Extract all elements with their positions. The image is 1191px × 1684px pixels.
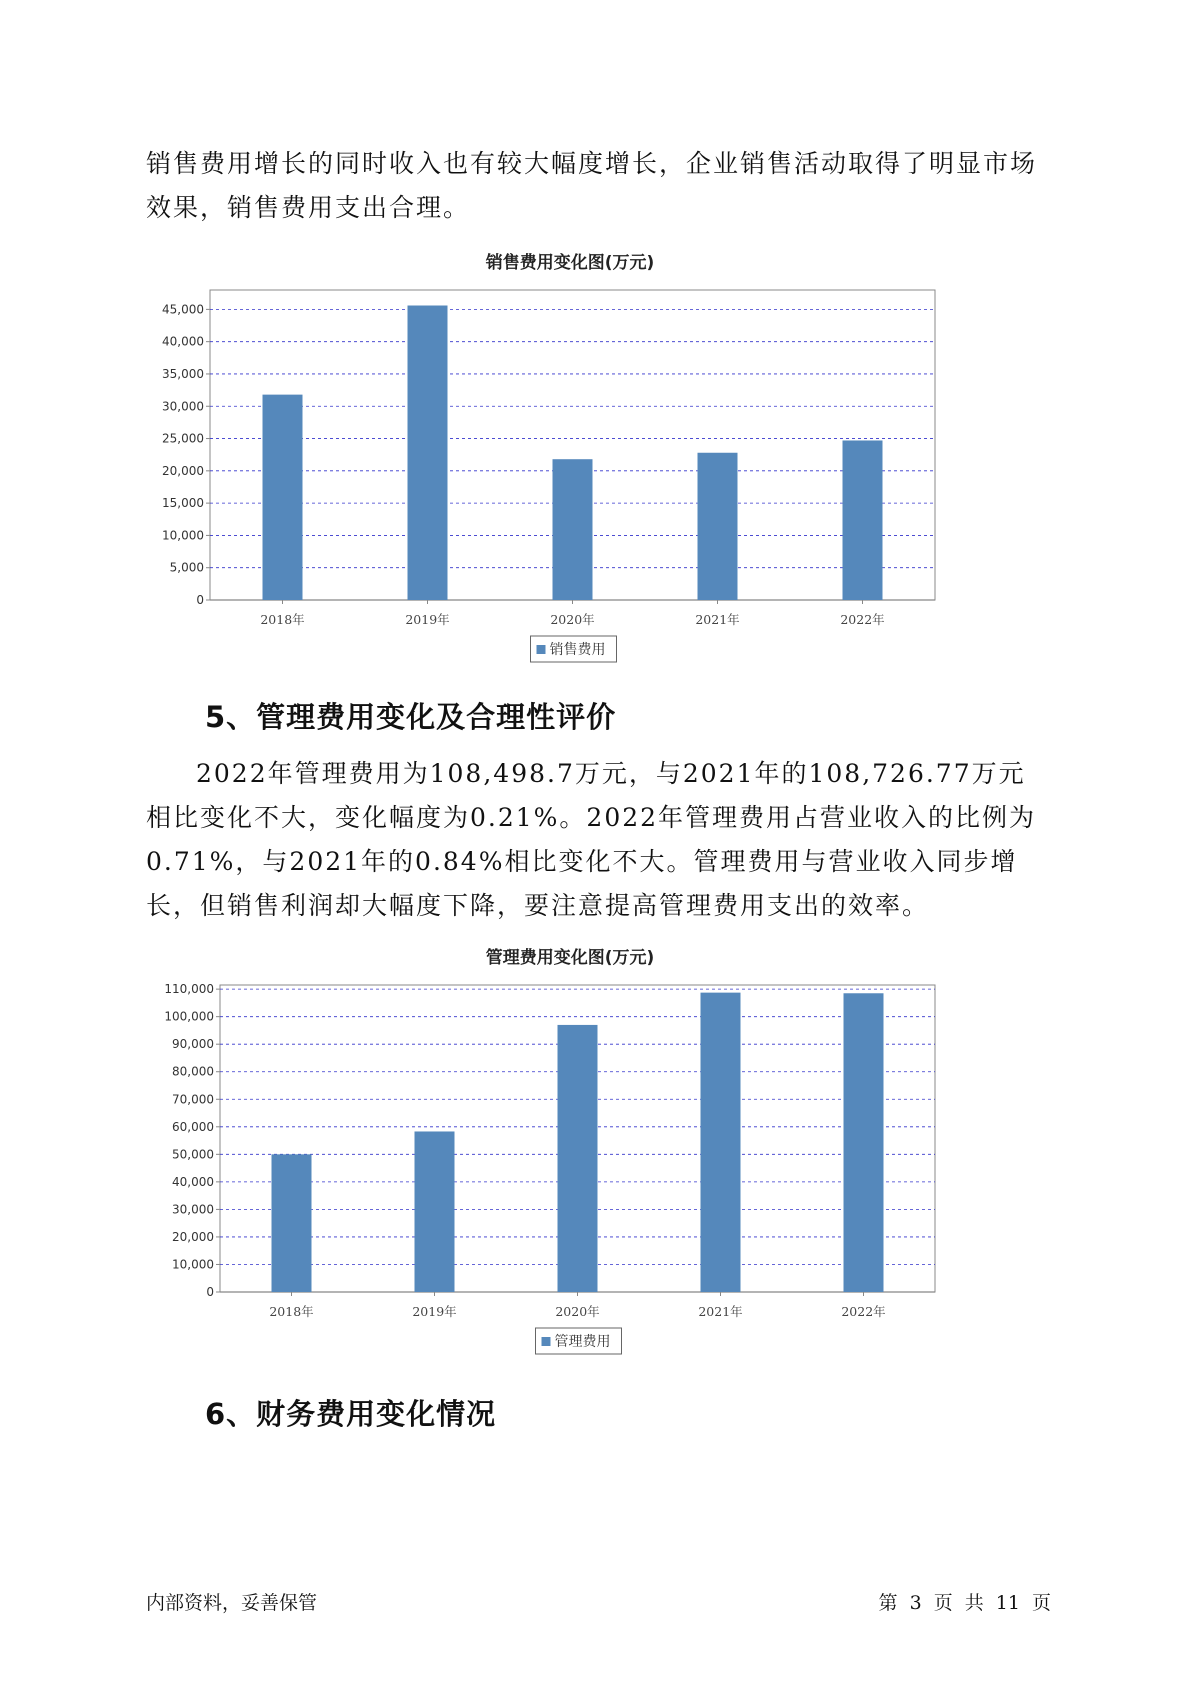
bar — [558, 1025, 598, 1292]
admin-expense-chart-svg — [150, 940, 1030, 1370]
bar — [263, 395, 303, 600]
bar — [698, 453, 738, 600]
y-tick-label: 80,000 — [172, 1064, 214, 1079]
bar — [408, 306, 448, 601]
chart-title: 管理费用变化图(万元) — [485, 948, 655, 968]
legend-swatch — [542, 1337, 551, 1346]
bar — [701, 993, 741, 1292]
section-6-heading: 6、财务费用变化情况 — [205, 1397, 497, 1431]
y-tick-label: 30,000 — [172, 1202, 214, 1217]
bar — [844, 993, 884, 1292]
footer-page-number: 第 3 页 共 11 页 — [878, 1592, 1051, 1614]
x-tick-label: 2022年 — [841, 1304, 886, 1319]
y-tick-label: 40,000 — [172, 1174, 214, 1189]
y-tick-label: 10,000 — [172, 1257, 214, 1272]
x-tick-label: 2020年 — [550, 612, 595, 627]
y-tick-label: 10,000 — [162, 528, 204, 543]
y-tick-label: 30,000 — [162, 399, 204, 414]
sales-expense-chart-svg — [150, 245, 1030, 675]
y-tick-label: 90,000 — [172, 1037, 214, 1052]
footer-confidential-note: 内部资料，妥善保管 — [146, 1592, 318, 1614]
x-tick-label: 2018年 — [269, 1304, 314, 1319]
x-tick-label: 2021年 — [695, 612, 740, 627]
sales-expense-chart — [150, 245, 1030, 675]
section-5-paragraph: 2022年管理费用为108,498.7万元，与2021年的108,726.77万元相比变化不大，变化幅度为0.21%。2022年管理费用占营业收入的比例为0.71%，与2021年的0.84%相比变化不大。管理费用与营业收入同步增长，但销售利润却大幅度下降，要注意提高管理费用支出的效率。 — [146, 759, 1037, 920]
y-tick-label: 0 — [206, 1285, 214, 1299]
bar — [272, 1154, 312, 1292]
y-tick-label: 0 — [196, 593, 204, 607]
y-tick-label: 20,000 — [172, 1229, 214, 1244]
x-tick-label: 2018年 — [260, 612, 305, 627]
x-tick-label: 2019年 — [405, 612, 450, 627]
chart-title: 销售费用变化图(万元) — [485, 253, 655, 273]
x-tick-label: 2020年 — [555, 1304, 600, 1319]
y-tick-label: 110,000 — [164, 982, 214, 997]
y-tick-label: 45,000 — [162, 302, 204, 317]
admin-expense-chart — [150, 940, 1030, 1370]
x-tick-label: 2021年 — [698, 1304, 743, 1319]
y-tick-label: 70,000 — [172, 1092, 214, 1107]
legend-label: 销售费用 — [549, 642, 606, 658]
x-tick-label: 2022年 — [840, 612, 885, 627]
y-tick-label: 50,000 — [172, 1147, 214, 1162]
y-tick-label: 5,000 — [169, 560, 204, 575]
y-tick-label: 40,000 — [162, 334, 204, 349]
bar — [415, 1131, 455, 1292]
y-tick-label: 100,000 — [164, 1009, 214, 1024]
y-tick-label: 25,000 — [162, 431, 204, 446]
y-tick-label: 35,000 — [162, 366, 204, 381]
y-tick-label: 15,000 — [162, 496, 204, 511]
legend-swatch — [537, 645, 546, 654]
intro-paragraph: 销售费用增长的同时收入也有较大幅度增长，企业销售活动取得了明显市场效果，销售费用支出合理。 — [146, 149, 1038, 222]
x-tick-label: 2019年 — [412, 1304, 457, 1319]
bar — [843, 440, 883, 600]
bar — [553, 459, 593, 600]
legend-label: 管理费用 — [554, 1334, 611, 1350]
y-tick-label: 20,000 — [162, 463, 204, 478]
section-5-heading: 5、管理费用变化及合理性评价 — [205, 700, 617, 734]
y-tick-label: 60,000 — [172, 1119, 214, 1134]
